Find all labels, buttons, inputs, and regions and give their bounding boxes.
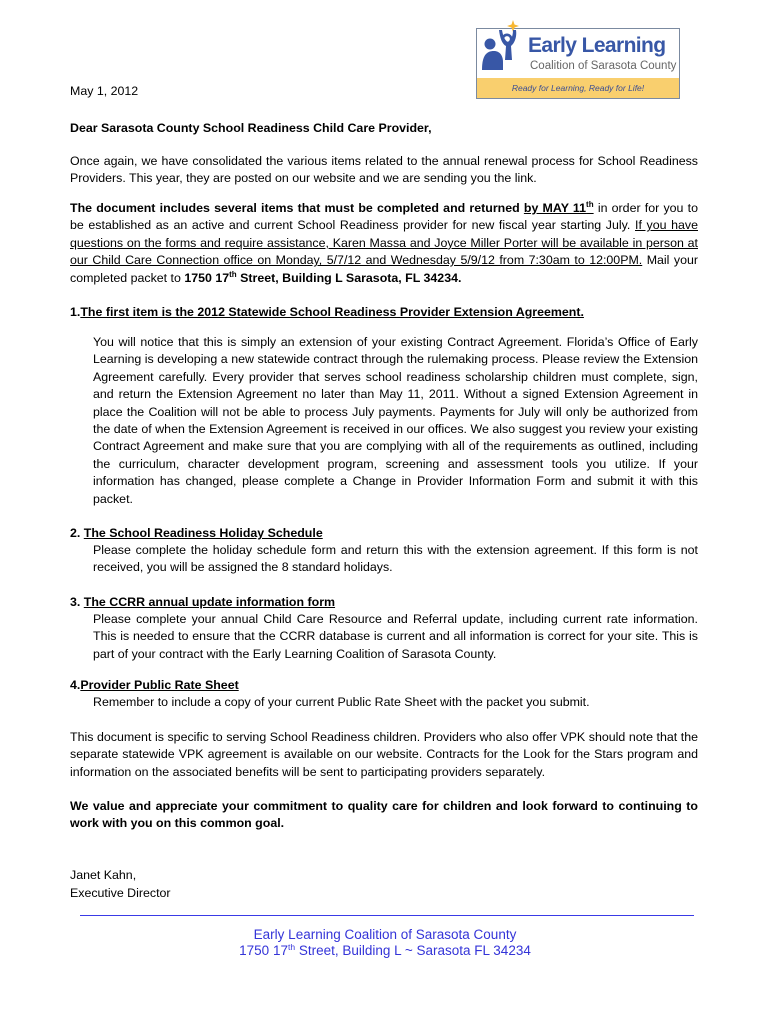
footer-address bbox=[0, 943, 770, 959]
footer-address-a: 1750 17 bbox=[239, 943, 288, 958]
item-4-number: 4. bbox=[70, 678, 81, 692]
salutation: Dear Sarasota County School Readiness Child Care Provider, bbox=[70, 121, 432, 135]
mail-address bbox=[184, 271, 461, 285]
item-1-number: 1. bbox=[70, 305, 81, 319]
vpk-note: This document is specific to serving School Readiness children. Providers who also offer VPK should note that the separate statewide VPK agreement is available on our website. Contracts for the Look for the Stars program and information on the associated benefits will be sent to participating providers separately. bbox=[70, 730, 698, 779]
item-2-title: The School Readiness Holiday Schedule bbox=[83, 526, 323, 540]
deadline-paragraph bbox=[70, 200, 698, 287]
item-1-body: You will notice that this is simply an extension of your existing Contract Agreement. Florida’s Office of Early Learning is developing a new statewide contract through the rulemaking process. Please review the Extension Agreement carefully. Every provider that serves school readiness scholarship children must complete, sign, and return the Extension Agreement no later than May 11, 2011. Without a signed Extension Agreement in place the Coalition will not be able to process July payments. Payments for July will only be authorized from the date of when the Extension Agreement is received in our offices. We also suggest you review your existing Contract Agreement and make sure that you are complying with all of the requirements as outlined, including the curriculum, character development program, screening and assessment tools you utilize. If your information has changed, please complete a Change in Provider Information Form and submit it with this packet. bbox=[93, 335, 698, 506]
footer-address-sup: th bbox=[287, 942, 296, 952]
deadline-after: in order for you to be established as an active and current School Readiness provider for new fiscal year starting July. bbox=[70, 201, 698, 233]
footer-org: Early Learning Coalition of Sarasota County bbox=[253, 927, 517, 942]
footer-address-b: Street, Building L ~ Sarasota FL 34234 bbox=[295, 943, 531, 958]
item-2-heading bbox=[70, 525, 698, 542]
mail-lead: Mail your completed packet to bbox=[70, 253, 698, 285]
item-3-heading bbox=[70, 594, 698, 611]
deadline-sup: th bbox=[586, 200, 594, 209]
signature-title: Executive Director bbox=[70, 886, 171, 900]
deadline-date-text: by MAY 11 bbox=[523, 201, 587, 215]
mail-address-b: Street, Building L Sarasota, FL 34234. bbox=[236, 270, 462, 285]
logo-title: Early Learning bbox=[528, 34, 666, 57]
item-1-heading bbox=[70, 304, 698, 321]
item-3-title: The CCRR annual update information form bbox=[83, 595, 336, 609]
assistance-note: If you have questions on the forms and require assistance, Karen Massa and Joyce Miller Porter will be available in person at our Child Care Connection office on Monday, 5/7/12 and Wednesday 5/9/12 from 7:30am to 12:00PM. bbox=[70, 218, 698, 268]
deadline-lead: The document includes several items that must be completed and returned bbox=[70, 201, 524, 215]
item-1-title: The first item is the 2012 Statewide School Readiness Provider Extension Agreement. bbox=[80, 305, 584, 319]
footer-divider bbox=[80, 915, 694, 916]
logo-subtitle: Coalition of Sarasota County bbox=[530, 60, 677, 72]
item-3-number: 3. bbox=[70, 595, 84, 609]
item-4-body: Remember to include a copy of your current Public Rate Sheet with the packet you submit. bbox=[93, 695, 590, 709]
intro-paragraph: Once again, we have consolidated the various items related to the annual renewal process for School Readiness Providers. This year, they are posted on our website and we are sending you the link. bbox=[70, 154, 698, 186]
item-2-number: 2. bbox=[70, 526, 84, 540]
closing-paragraph: We value and appreciate your commitment to quality care for children and look forward to continuing to work with you on this common goal. bbox=[70, 799, 698, 831]
deadline-date bbox=[524, 201, 594, 215]
item-3-body: Please complete your annual Child Care Resource and Referral update, including current rate information. This is needed to ensure that the CCRR database is current and all information is correct for your site. This is part of your contract with the Early Learning Coalition of Sarasota County. bbox=[93, 612, 698, 661]
signature-name: Janet Kahn, bbox=[70, 868, 137, 882]
letter-date: May 1, 2012 bbox=[70, 84, 139, 98]
children-logo-icon bbox=[480, 20, 522, 72]
item-2-body: Please complete the holiday schedule form and return this with the extension agreement. If this form is not received, you will be assigned the 8 standard holidays. bbox=[93, 543, 698, 575]
mail-address-a: 1750 17 bbox=[184, 270, 230, 285]
item-4-heading bbox=[70, 677, 698, 694]
logo-tagline: Ready for Learning, Ready for Life! bbox=[477, 78, 679, 98]
mail-address-sup: th bbox=[229, 269, 237, 279]
item-4-title: Provider Public Rate Sheet bbox=[80, 678, 239, 692]
